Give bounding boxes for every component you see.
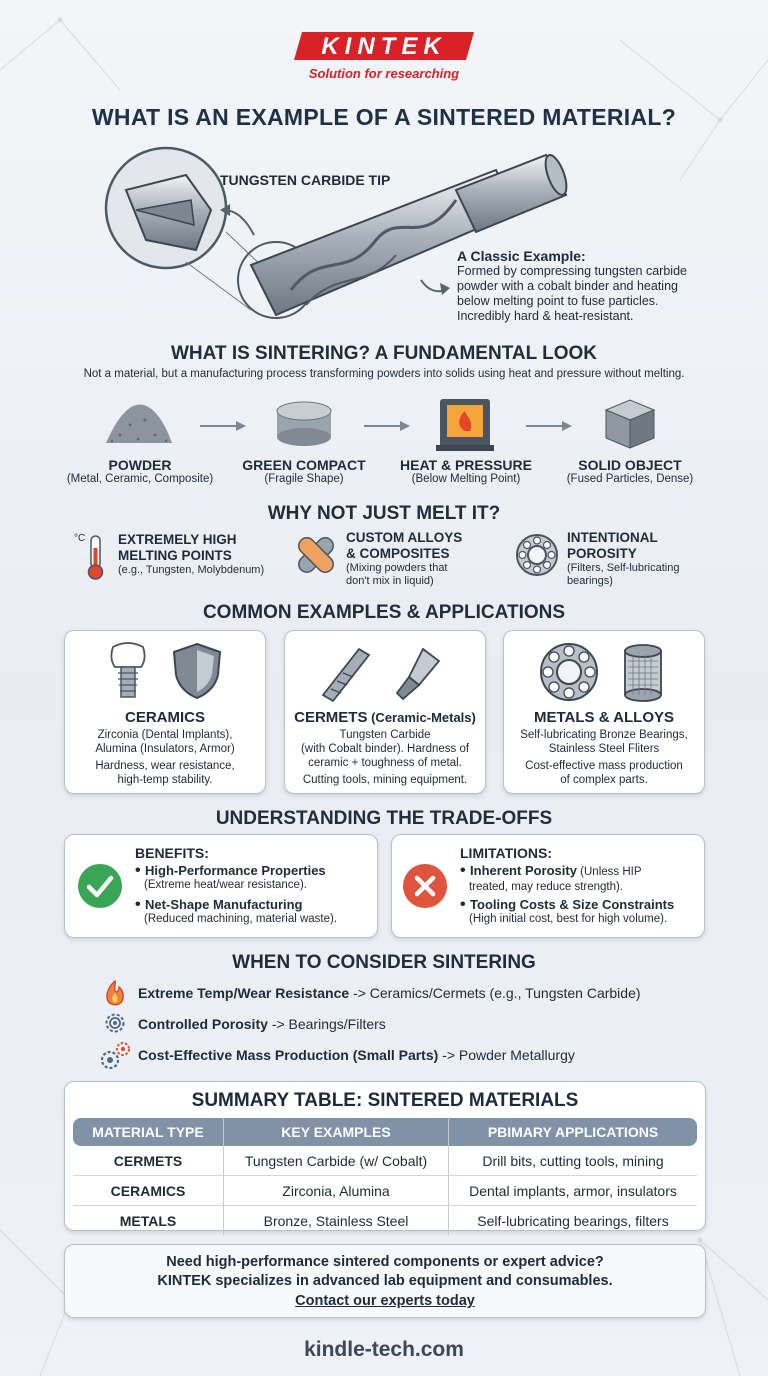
card-line: of complex parts. (560, 774, 648, 786)
limitation-item (460, 863, 700, 895)
furnace-icon (436, 399, 494, 451)
consider-bold: Cost-Effective Mass Production (Small Parts) (138, 1047, 439, 1063)
card-body (285, 728, 485, 787)
limitation-item (460, 897, 700, 927)
consider-item (138, 1047, 575, 1063)
contact-experts-link[interactable]: Contact our experts today (295, 1293, 475, 1309)
cross-icon (402, 863, 448, 909)
table-row (73, 1146, 697, 1176)
step-title: SOLID OBJECT (578, 457, 682, 473)
table-row (73, 1206, 697, 1236)
process-icons (0, 395, 768, 455)
card-title-main: CERMETS (294, 709, 368, 726)
limitations-title: LIMITATIONS: (460, 845, 553, 861)
logo-text: KINTEK (321, 33, 447, 60)
card-line: Cutting tools, mining equipment. (302, 774, 468, 786)
table-cell: CERAMICS (73, 1176, 224, 1206)
card-title: METALS & ALLOYS (534, 709, 674, 726)
table-row (73, 1176, 697, 1206)
cta-container (65, 1292, 705, 1310)
card-title-suffix: (Ceramic-Metals) (367, 710, 476, 725)
consider-item (138, 985, 641, 1001)
example-line: below melting point to fuse particles. (457, 294, 659, 308)
process-step-powder (50, 457, 230, 485)
why-item-porosity (567, 530, 679, 588)
step-sub: (Below Melting Point) (411, 473, 521, 485)
card-line: Self-lubricating Bronze Bearings, (520, 729, 688, 741)
benefits-card (64, 834, 378, 938)
arrow-icon (526, 421, 572, 431)
tip-label: TUNGSTEN CARBIDE TIP (220, 172, 391, 188)
example-heading: A Classic Example: (457, 248, 586, 264)
footer-url[interactable]: kindle-tech.com (304, 1338, 464, 1361)
consider-item (138, 1016, 386, 1032)
consider-rest: -> Ceramics/Cermets (e.g., Tungsten Carbide) (349, 985, 641, 1001)
why-item-melting (118, 532, 264, 577)
step-sub: (Fused Particles, Dense) (566, 473, 694, 485)
column-header: KEY EXAMPLES (224, 1118, 449, 1146)
column-header: PBIMARY APPLICATIONS (449, 1118, 698, 1146)
limitation-sub: treated, may reduce strength). (469, 881, 624, 893)
limitations-card (391, 834, 705, 938)
why-item-alloys (346, 530, 462, 588)
card-line: Tungsten Carbide (339, 729, 431, 741)
card-line: (with Cobalt binder). Hardness of (300, 743, 470, 755)
why-title: & COMPOSITES (346, 546, 450, 561)
summary-table (73, 1118, 697, 1235)
benefit-sub: (Reduced machining, material waste). (144, 913, 338, 925)
example-line: powder with a cobalt binder and heating (457, 279, 678, 293)
why-sub: (Filters, Self-lubricating (567, 562, 680, 574)
example-description (457, 264, 687, 324)
consider-rest: -> Bearings/Filters (267, 1016, 386, 1032)
summary-heading: SUMMARY TABLE: SINTERED MATERIALS (191, 1090, 579, 1111)
process-step-green-compact (214, 457, 394, 485)
table-cell: Tungsten Carbide (w/ Cobalt) (224, 1146, 449, 1176)
why-sub: (e.g., Tungsten, Molybdenum) (118, 564, 265, 576)
consider-bold: Controlled Porosity (138, 1016, 268, 1032)
summary-card (64, 1081, 706, 1231)
card-line: Alumina (Insulators, Armor) (95, 743, 235, 755)
filter-cylinder-icon (618, 643, 668, 703)
bullet-icon: • (460, 896, 471, 913)
gear-icon (102, 1010, 128, 1036)
tradeoffs-heading: UNDERSTANDING THE TRADE-OFFS (215, 808, 553, 829)
limitation-sub: (High initial cost, best for high volume). (469, 913, 668, 925)
limitation-bold: Tooling Costs & Size Constraints (470, 897, 675, 912)
table-header-row (73, 1118, 697, 1146)
column-header: MATERIAL TYPE (73, 1118, 224, 1146)
alloy-mix-icon (294, 532, 340, 578)
cta-line: KINTEK specializes in advanced lab equipment and consumables. (157, 1273, 613, 1289)
example-card-cermets (284, 630, 486, 794)
drill-bit-icon (315, 641, 375, 703)
check-icon (77, 863, 123, 909)
why-sub: don't mix in liquid) (346, 575, 434, 587)
ball-bearing-icon (538, 641, 600, 703)
cta-line: Need high-performance sintered components or expert advice? (166, 1254, 604, 1270)
benefit-bold: Net-Shape Manufacturing (145, 897, 303, 912)
example-card-metals (503, 630, 705, 794)
green-compact-icon (277, 402, 331, 446)
card-line: high-temp stability. (117, 774, 213, 786)
page-title: WHAT IS AN EXAMPLE OF A SINTERED MATERIAL? (91, 104, 677, 130)
card-line: Hardness, wear resistance, (95, 760, 235, 772)
example-card-ceramics (64, 630, 266, 794)
gears-icon (98, 1040, 132, 1072)
why-title: POROSITY (567, 546, 637, 561)
card-title: CERAMICS (124, 709, 205, 726)
example-line: Formed by compressing tungsten carbide (457, 264, 687, 278)
table-cell: CERMETS (73, 1146, 224, 1176)
sintering-subtitle: Not a material, but a manufacturing process transforming powders into solids using heat and pressure without melting. (83, 368, 685, 380)
benefit-item (135, 863, 375, 893)
benefit-sub: (Extreme heat/wear resistance). (144, 879, 307, 891)
process-step-heat-pressure (376, 457, 556, 485)
cube-icon (606, 400, 654, 448)
example-line: Incredibly hard & heat-resistant. (457, 309, 634, 323)
limitation-rest: (Unless HIP (576, 866, 642, 878)
sintering-heading: WHAT IS SINTERING? A FUNDAMENTAL LOOK (170, 343, 598, 364)
why-sub: (Mixing powders that (346, 562, 448, 574)
step-title: GREEN COMPACT (242, 457, 366, 473)
arrow-icon (364, 421, 410, 431)
bullet-icon: • (135, 896, 146, 913)
bullet-icon: • (135, 862, 146, 879)
card-title (285, 709, 485, 727)
step-sub: (Metal, Ceramic, Composite) (66, 473, 214, 485)
card-line: Stainless Steel Fliters (548, 743, 660, 755)
process-step-solid-object (540, 457, 720, 485)
bearing-icon (514, 532, 560, 578)
card-line: ceramic + toughness of metal. (308, 757, 462, 769)
flame-icon (102, 979, 128, 1007)
table-cell: Dental implants, armor, insulators (449, 1176, 698, 1206)
table-cell: Self-lubricating bearings, filters (449, 1206, 698, 1236)
consider-bold: Extreme Temp/Wear Resistance (138, 985, 350, 1001)
examples-heading: COMMON EXAMPLES & APPLICATIONS (202, 602, 566, 623)
consider-heading: WHEN TO CONSIDER SINTERING (232, 952, 536, 973)
why-title: INTENTIONAL (567, 530, 658, 545)
why-heading: WHY NOT JUST MELT IT? (267, 503, 501, 524)
card-line: Cost-effective mass production (525, 760, 683, 772)
why-title: EXTREMELY HIGH (118, 532, 237, 547)
kintek-logo[interactable] (294, 30, 474, 62)
cta-banner (64, 1244, 706, 1318)
step-title: POWDER (108, 457, 172, 473)
cutting-tool-icon (389, 641, 449, 703)
card-body (65, 728, 265, 787)
card-body (504, 728, 704, 787)
why-sub: bearings) (567, 575, 613, 587)
table-cell: Drill bits, cutting tools, mining (449, 1146, 698, 1176)
benefit-bold: High-Performance Properties (145, 863, 326, 878)
arrow-icon (200, 421, 246, 431)
table-cell: Zirconia, Alumina (224, 1176, 449, 1206)
thermo-unit: °C (74, 533, 86, 544)
consider-rest: -> Powder Metallurgy (438, 1047, 575, 1063)
step-sub: (Fragile Shape) (264, 473, 344, 485)
table-cell: METALS (119, 1212, 177, 1229)
dental-implant-icon (103, 641, 153, 703)
benefits-title: BENEFITS: (135, 845, 209, 861)
bullet-icon: • (460, 862, 471, 879)
powder-icon (106, 404, 172, 443)
why-title: MELTING POINTS (118, 548, 232, 563)
benefit-item (135, 897, 375, 927)
why-title: CUSTOM ALLOYS (346, 530, 463, 545)
card-line: Zirconia (Dental Implants), (97, 729, 233, 741)
limitation-bold: Inherent Porosity (470, 863, 577, 878)
logo-tagline: Solution for researching (308, 66, 460, 81)
step-title: HEAT & PRESSURE (400, 457, 532, 473)
armor-shield-icon (169, 641, 225, 701)
table-cell: Bronze, Stainless Steel (224, 1206, 449, 1236)
